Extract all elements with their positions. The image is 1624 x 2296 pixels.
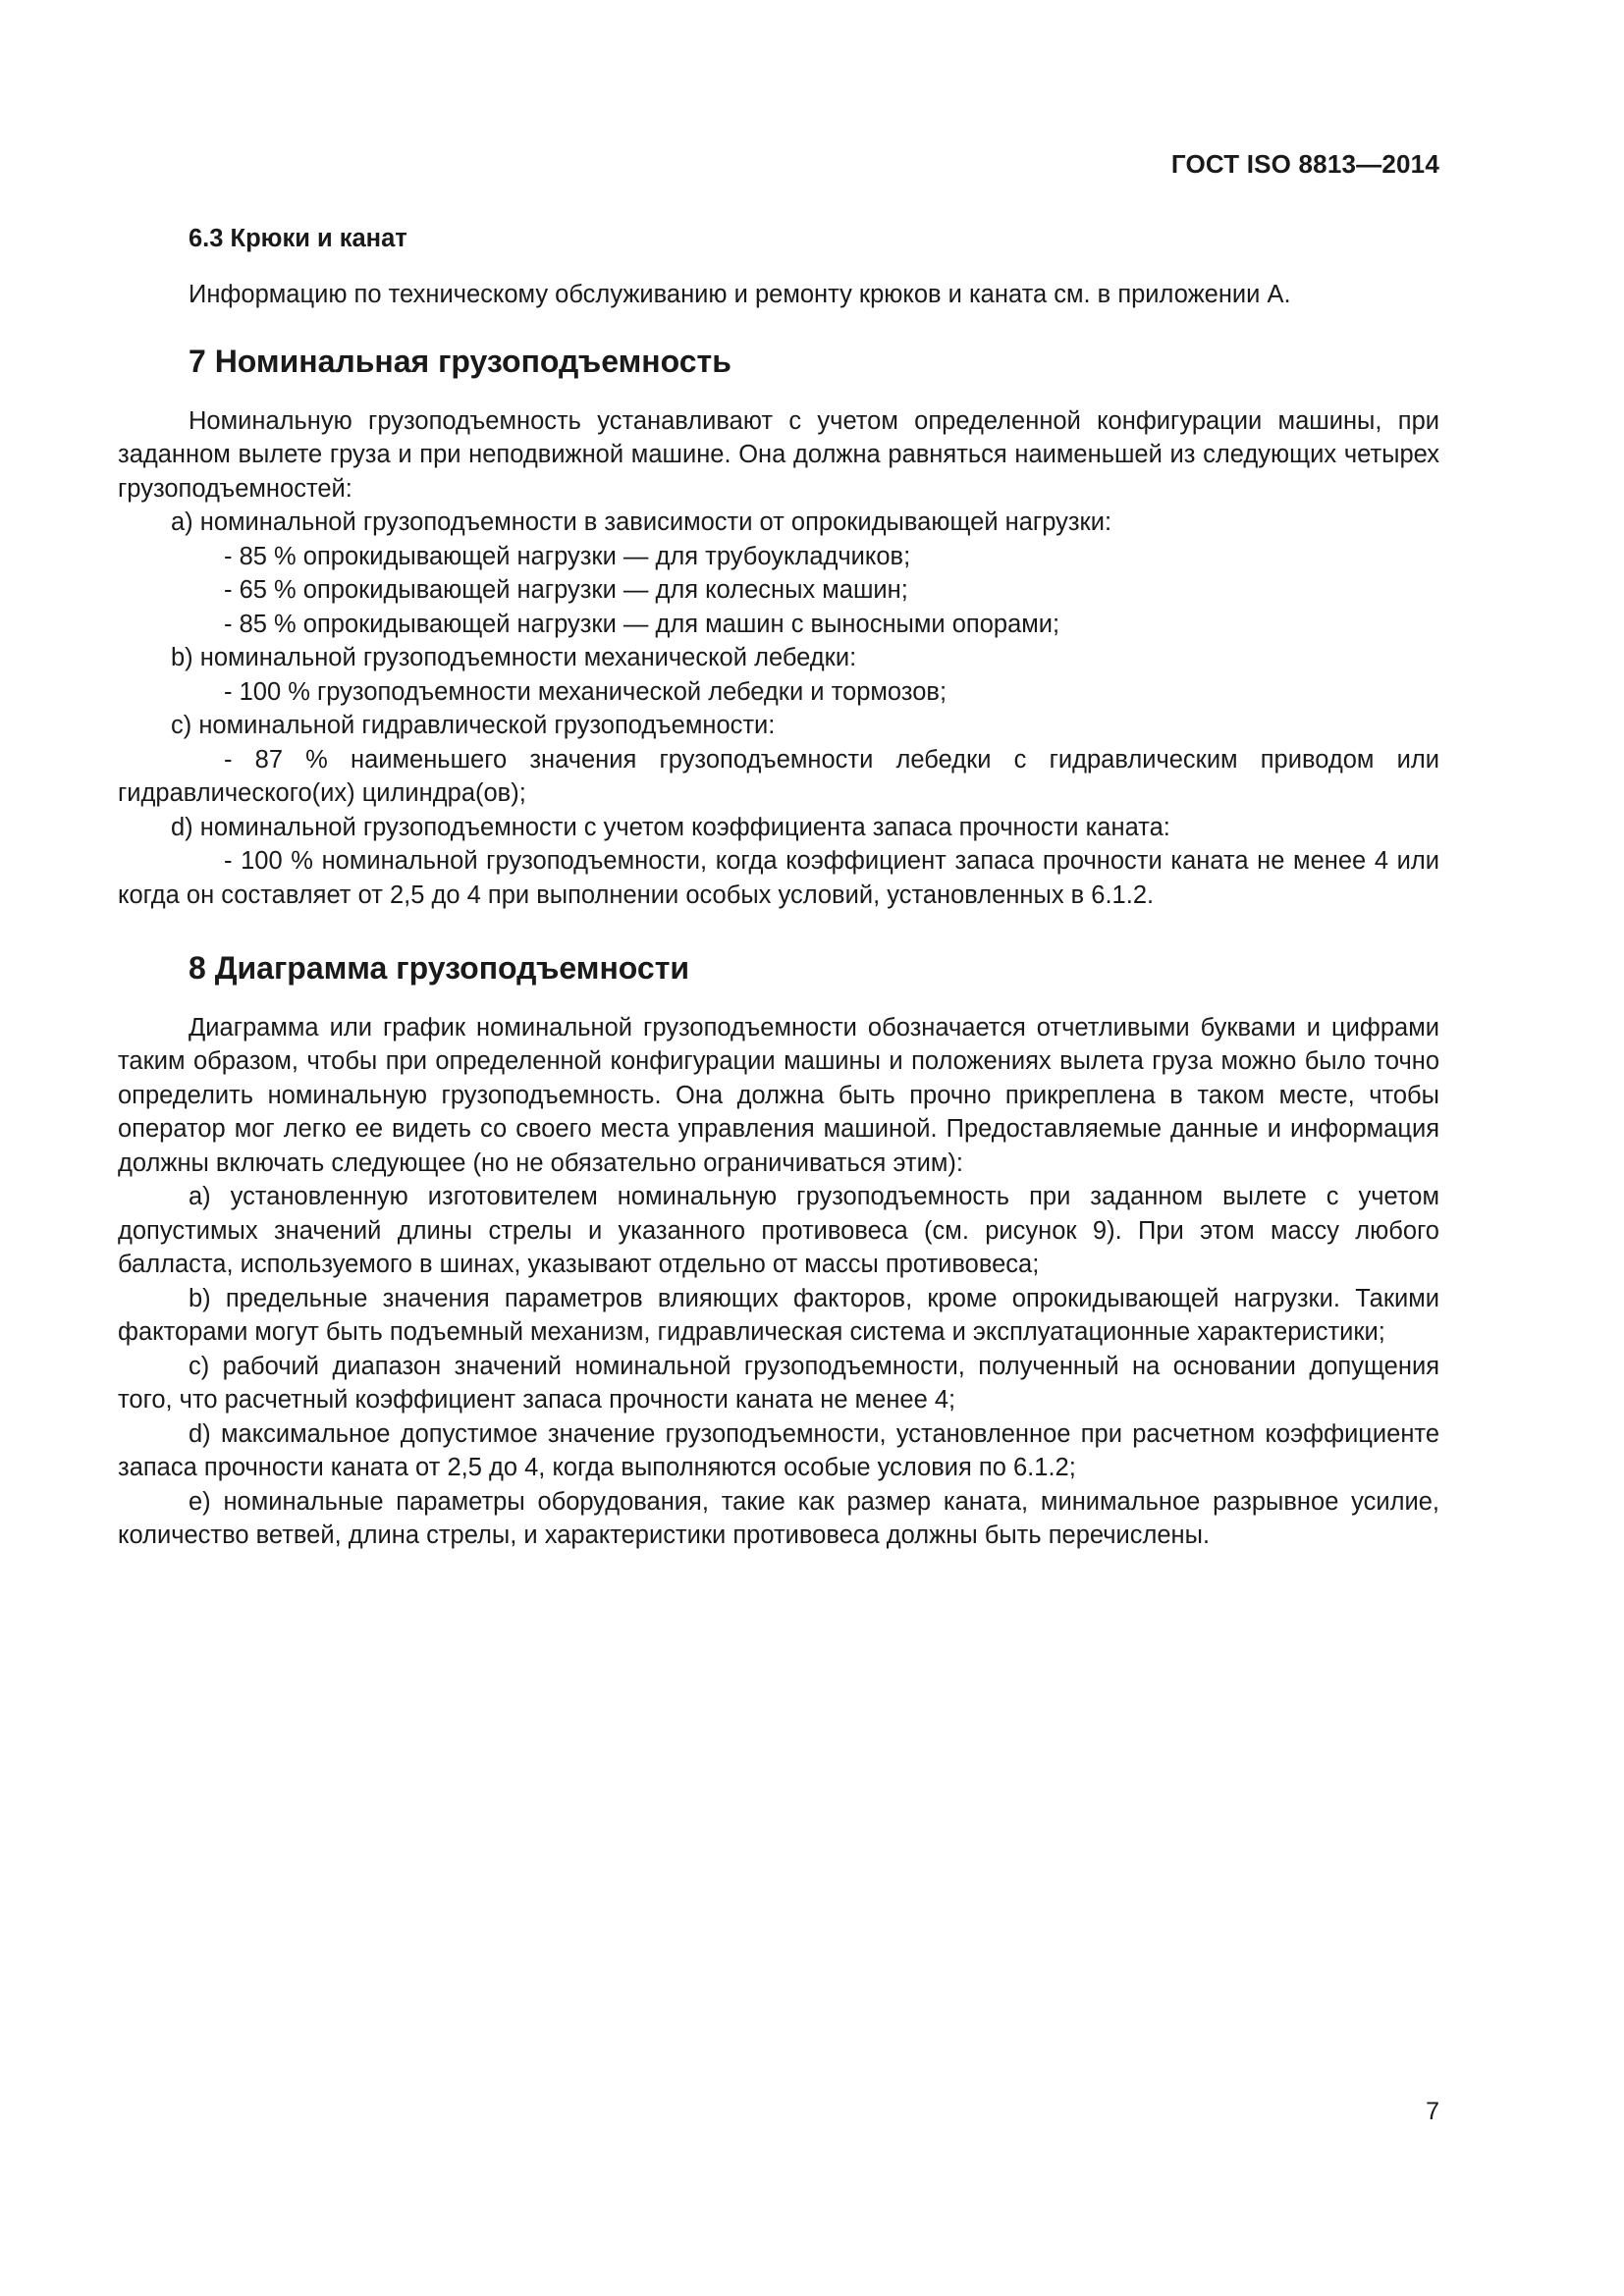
- section-7-item-b-dash-1: - 100 % грузоподъемности механической лебедки и тормозов;: [224, 677, 947, 706]
- section-7-item-d-dash-1: - 100 % номинальной грузоподъемности, когда коэффициент запаса прочности каната не менее 4 или когда он составляет от 2,5 до 4 при выполнении особых условий, установленных в 6.1.2.: [118, 847, 1439, 909]
- section-7-item-a-dash-1: - 85 % опрокидывающей нагрузки — для трубоукладчиков;: [224, 542, 911, 570]
- section-6-3-text: Информацию по техническому обслуживанию и ремонту крюков и каната см. в приложении А.: [189, 280, 1291, 308]
- section-7-title: 7 Номинальная грузоподъемность: [189, 344, 731, 379]
- section-7-item-a-dash-3: - 85 % опрокидывающей нагрузки — для машин с выносными опорами;: [224, 610, 1060, 638]
- page-number: 7: [1426, 2098, 1439, 2125]
- section-8-item-e: e) номинальные параметры оборудования, такие как размер каната, минимальное разрывное усилие, количество ветвей, длина стрелы, и характеристики противовеса должны быть перечислены.: [118, 1487, 1439, 1549]
- section-7-item-b: b) номинальной грузоподъемности механической лебедки:: [171, 644, 857, 671]
- page-content: [118, 222, 1439, 1553]
- section-6-3-title: 6.3 Крюки и канат: [189, 225, 407, 252]
- section-8-item-b: b) предельные значения параметров влияющих факторов, кроме опрокидывающей нагрузки. Такими факторами могут быть подъемный механизм, гидравлическая система и эксплуатационные характеристики;: [118, 1284, 1439, 1346]
- section-8-title: 8 Диаграмма грузоподъемности: [189, 950, 690, 986]
- section-8-intro: Диаграмма или график номинальной грузоподъемности обозначается отчетливыми буквами и цифрами таким образом, чтобы при определенной конфигурации машины и положениях вылета груза можно было точно определить номинальную грузоподъемность. Она должна быть прочно прикреплена в таком месте, чтобы оператор мог легко ее видеть со своего места управления машиной. Предоставляемые данные и информация должны включать следующее (но не обязательно ограничиваться этим):: [118, 1013, 1439, 1177]
- section-7-item-c: c) номинальной гидравлической грузоподъемности:: [171, 712, 776, 739]
- section-8-item-d: d) максимальное допустимое значение грузоподъемности, установленное при расчетном коэффициенте запаса прочности каната от 2,5 до 4, когда выполняются особые условия по 6.1.2;: [118, 1419, 1439, 1481]
- standard-header: ГОСТ ISO 8813—2014: [1170, 149, 1439, 179]
- section-7-item-a-dash-2: - 65 % опрокидывающей нагрузки — для колесных машин;: [224, 576, 908, 604]
- section-7-item-a: a) номинальной грузоподъемности в зависимости от опрокидывающей нагрузки:: [171, 508, 1112, 536]
- section-7-item-d: d) номинальной грузоподъемности с учетом коэффициента запаса прочности каната:: [171, 813, 1170, 841]
- section-8-item-a: a) установленную изготовителем номинальную грузоподъемность при заданном вылете с учетом допустимых значений длины стрелы и указанного противовеса (см. рисунок 9). При этом массу любого балласта, используемого в шинах, указывают отдельно от массы противовеса;: [118, 1183, 1439, 1278]
- section-7-item-c-dash-1: - 87 % наименьшего значения грузоподъемности лебедки с гидравлическим приводом или гидравлического(их) цилиндра(ов);: [118, 745, 1439, 807]
- section-7-intro: Номинальную грузоподъемность устанавливают с учетом определенной конфигурации машины, при заданном вылете груза и при неподвижной машине. Она должна равняться наименьшей из следующих четырех грузоподъемностей:: [118, 406, 1439, 503]
- section-8-item-c: c) рабочий диапазон значений номинальной грузоподъемности, полученный на основании допущения того, что расчетный коэффициент запаса прочности каната не менее 4;: [118, 1352, 1439, 1414]
